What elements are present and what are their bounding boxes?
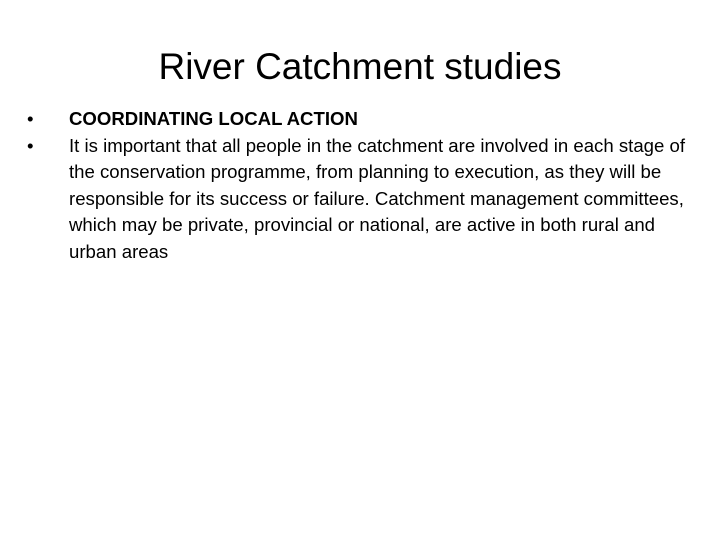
bullet-marker: • bbox=[27, 134, 34, 156]
bullet-list bbox=[27, 106, 695, 265]
bullet-item-heading bbox=[27, 106, 695, 133]
bullet-text: It is important that all people in the catchment are involved in each stage of the conservation programme, from planning to execution, as they will be responsible for its success or failure. Catchment management committees, which may be private, provincial or national, are active in both rural and urban areas bbox=[69, 134, 686, 262]
bullet-text: COORDINATING LOCAL ACTION bbox=[69, 108, 358, 129]
bullet-item-paragraph bbox=[27, 133, 695, 266]
bullet-marker: • bbox=[27, 108, 34, 129]
slide-title: River Catchment studies bbox=[158, 46, 562, 87]
